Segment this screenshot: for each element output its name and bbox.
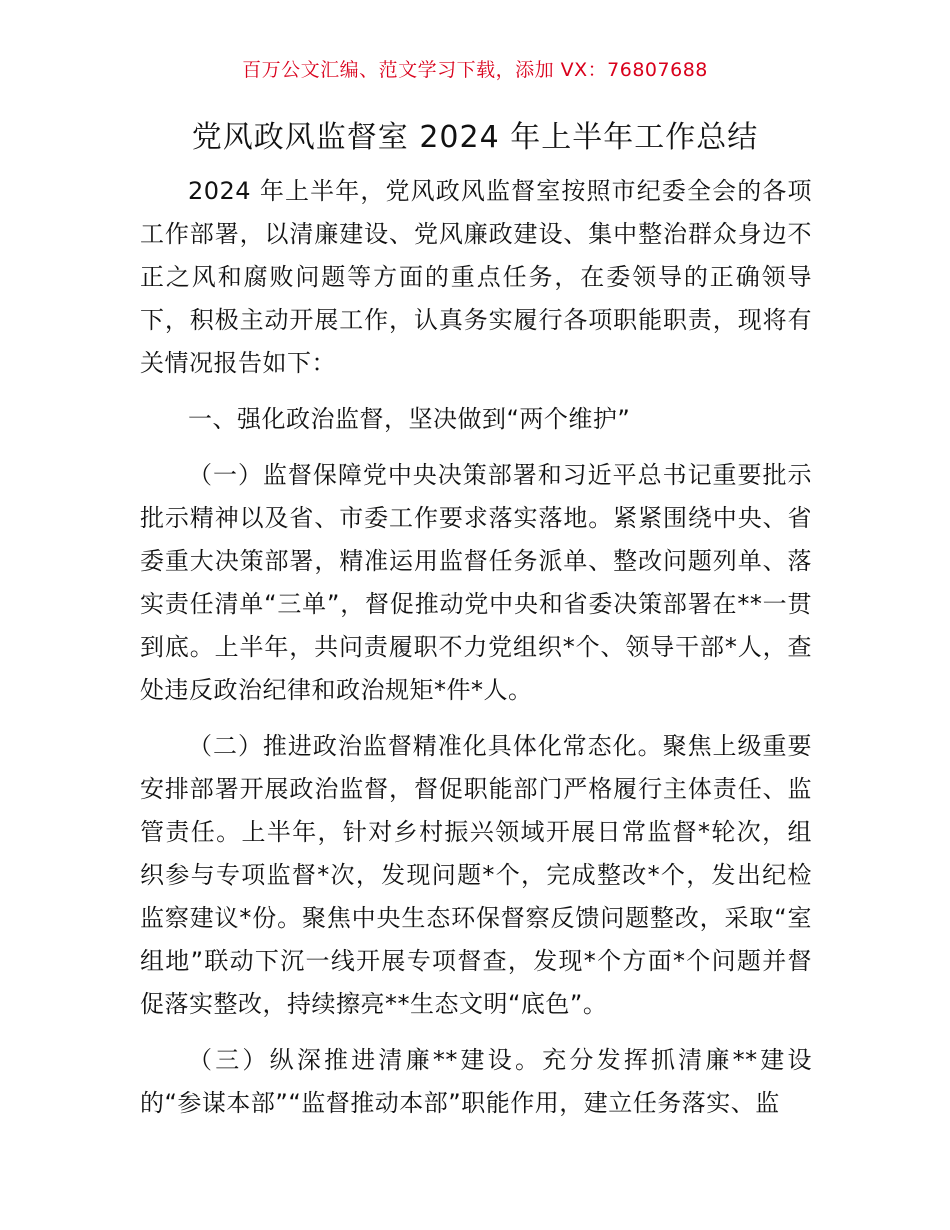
document-title: 党风政风监督室 2024 年上半年工作总结	[191, 120, 759, 155]
section-heading-1: 一、强化政治监督，坚决做到“两个维护”	[188, 405, 631, 433]
subsection-paragraph-3: （三）纵深推进清廉**建设。充分发挥抓清廉**建设的“参谋本部”“监督推动本部”职能作用，建立任务落实、监	[140, 1046, 812, 1117]
watermark-text: 百万公文汇编、范文学习下载，添加 VX：76807688	[242, 59, 708, 81]
document-body	[140, 170, 812, 1125]
subsection-paragraph-1: （一）监督保障党中央决策部署和习近平总书记重要批示批示精神以及省、市委工作要求落实落地。紧紧围绕中央、省委重大决策部署，精准运用监督任务派单、整改问题列单、落实责任清单“三单”，督促推动党中央和省委决策部署在**一贯到底。上半年，共问责履职不力党组织*个、领导干部*人，查处违反政治纪律和政治规矩*件*人。	[140, 461, 812, 704]
subsection-paragraph-2: （二）推进政治监督精准化具体化常态化。聚焦上级重要安排部署开展政治监督，督促职能部门严格履行主体责任、监管责任。上半年，针对乡村振兴领域开展日常监督*轮次，组织参与专项监督*次，发现问题*个，完成整改*个，发出纪检监察建议*份。聚焦中央生态环保督察反馈问题整改，采取“室组地”联动下沉一线开展专项督查，发现*个方面*个问题并督促落实整改，持续擦亮**生态文明“底色”。	[140, 732, 812, 1018]
intro-paragraph: 2024 年上半年，党风政风监督室按照市纪委全会的各项工作部署，以清廉建设、党风廉政建设、集中整治群众身边不正之风和腐败问题等方面的重点任务，在委领导的正确领导下，积极主动开展工作，认真务实履行各项职能职责，现将有关情况报告如下：	[140, 177, 812, 377]
